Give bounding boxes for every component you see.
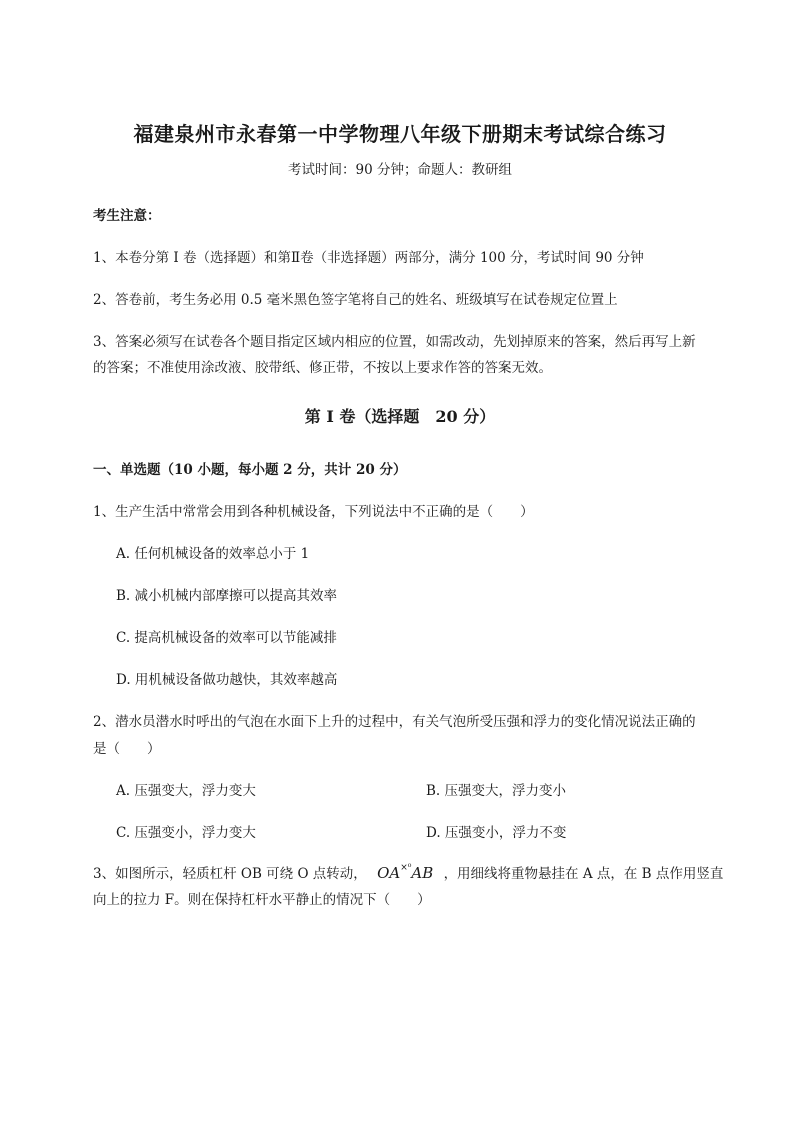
q3-stem-line1 (93, 862, 723, 882)
q3-math-symbol: ×⁰ (400, 863, 412, 873)
q2-stem-line2: 是（ ） (93, 741, 161, 757)
exam-subtitle: 考试时间：90 分钟；命题人：教研组 (288, 162, 512, 178)
q1-option-b: B. 减小机械内部摩擦可以提高其效率 (116, 588, 338, 604)
q3-stem-part2: ，用细线将重物悬挂在 A 点，在 B 点作用竖直 (443, 866, 724, 882)
q2-option-b: B. 压强变大，浮力变小 (426, 783, 567, 799)
q1-stem: 1、生产生活中常常会用到各种机械设备，下列说法中不正确的是（ ） (93, 504, 534, 520)
notice-heading: 考生注意： (93, 208, 161, 224)
q2-stem-line1: 2、潜水员潜水时呼出的气泡在水面下上升的过程中，有关气泡所受压强和浮力的变化情况说法正确的 (93, 714, 696, 730)
notice-item-2: 2、答卷前，考生务必用 0.5 毫米黑色签字笔将自己的姓名、班级填写在试卷规定位置上 (93, 292, 618, 308)
q3-stem-part1: 3、如图所示，轻质杠杆 OB 可绕 O 点转动， (93, 866, 367, 882)
q1-option-c: C. 提高机械设备的效率可以节能减排 (116, 630, 337, 646)
exam-title: 福建泉州市永春第一中学物理八年级下册期末考试综合练习 (133, 122, 667, 146)
q3-stem-line2: 向上的拉力 F。则在保持杠杆水平静止的情况下（ ） (93, 892, 431, 908)
notice-item-1: 1、本卷分第 I 卷（选择题）和第Ⅱ卷（非选择题）两部分，满分 100 分，考试时间 90 分钟 (93, 250, 644, 266)
q2-option-d: D. 压强变小，浮力不变 (426, 825, 567, 841)
q2-option-c: C. 压强变小，浮力变大 (116, 825, 256, 841)
q1-option-a: A. 任何机械设备的效率总小于 1 (116, 546, 310, 562)
q2-option-a: A. 压强变大，浮力变大 (116, 783, 256, 799)
part1-title: 第 I 卷（选择题 20 分） (304, 407, 496, 426)
notice-item-3-line2: 的答案；不准使用涂改液、胶带纸、修正带，不按以上要求作答的答案无效。 (93, 360, 552, 376)
section1-heading: 一、单选题（10 小题，每小题 2 分，共计 20 分） (93, 462, 407, 478)
q3-math-ab: AB (411, 864, 434, 882)
notice-item-3-line1: 3、答案必须写在试卷各个题目指定区域内相应的位置，如需改动，先划掉原来的答案，然后再写上新 (93, 334, 696, 350)
q1-option-d: D. 用机械设备做功越快，其效率越高 (116, 672, 338, 688)
q3-math-oa: OA (377, 864, 401, 882)
